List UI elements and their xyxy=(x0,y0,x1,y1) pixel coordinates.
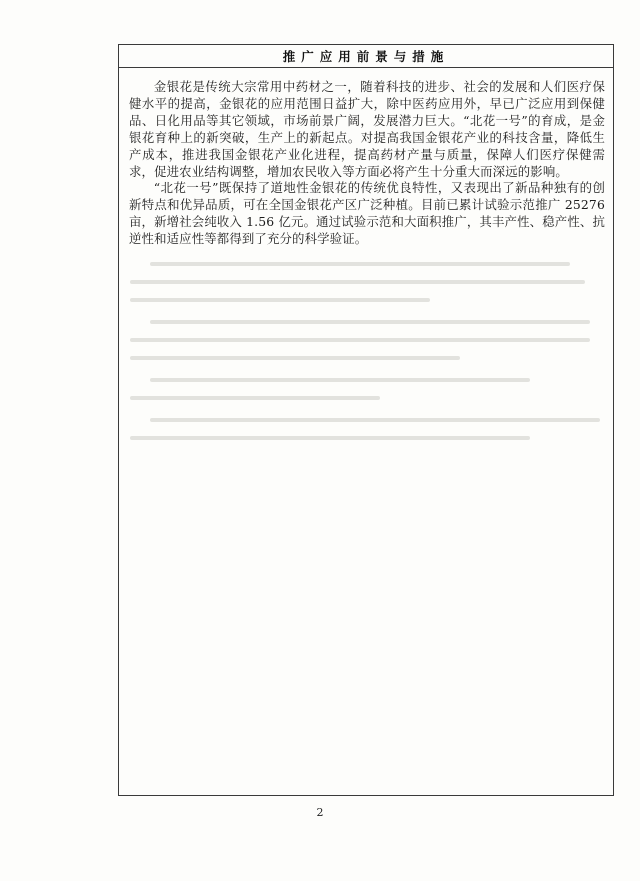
section-body xyxy=(129,79,605,248)
document-frame xyxy=(118,44,614,796)
section-header xyxy=(119,45,613,68)
section-title: 推广应用前景与措施 xyxy=(282,49,450,64)
paragraph: 金银花是传统大宗常用中药材之一，随着科技的进步、社会的发展和人们医疗保健水平的提高，金银花的应用范围日益扩大，除中医药应用外，早已广泛应用到保健品、日化用品等其它领域，市场前景广阔，发展潜力巨大。“北花一号”的育成，是金银花育种上的新突破，生产上的新起点。对提高我国金银花产业的科技含量，降低生产成本，推进我国金银花产业化进程，提高药材产量与质量，保障人们医疗保健需求，促进农业结构调整，增加农民收入等方面必将产生十分重大而深远的影响。 xyxy=(129,79,605,179)
paragraph: “北花一号”既保持了道地性金银花的传统优良特性，又表现出了新品种独有的创新特点和优异品质，可在全国金银花产区广泛种植。目前已累计试验示范推广 25276 亩，新增社会纯收入 1.56 亿元。通过试验示范和大面积推广，其丰产性、稳产性、抗逆性和适应性等都得到了充分的科学验证。 xyxy=(129,180,605,247)
page-number: 2 xyxy=(316,806,324,819)
